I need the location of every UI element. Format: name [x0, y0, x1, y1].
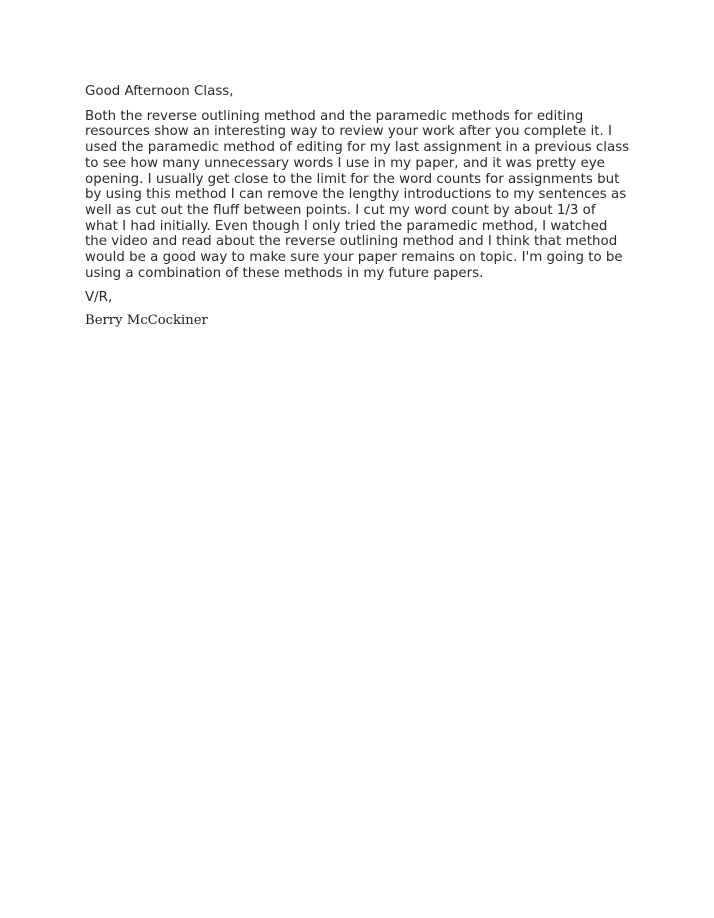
body-line: using a combination of these methods in my future papers. [85, 265, 484, 281]
closing: V/R, [85, 290, 113, 306]
body-line: by using this method I can remove the lengthy introductions to my sentences as [85, 187, 627, 203]
body-line: well as cut out the fluff between points. I cut my word count by about 1/3 of [85, 202, 596, 218]
body-line: to see how many unnecessary words I use in my paper, and it was pretty eye [85, 155, 605, 171]
body-line: opening. I usually get close to the limit for the word counts for assignments but [85, 171, 620, 187]
greeting: Good Afternoon Class, [85, 84, 234, 99]
body-line: resources show an interesting way to review your work after you complete it. I [85, 124, 612, 140]
letter [85, 84, 645, 329]
body-line: the video and read about the reverse outlining method and I think that method [85, 234, 618, 250]
body-line: Both the reverse outlining method and the paramedic methods for editing [85, 108, 584, 124]
body-line: used the paramedic method of editing for my last assignment in a previous class [85, 140, 630, 156]
signature: Berry McCockiner [85, 313, 208, 329]
body-paragraph [85, 109, 645, 282]
body-line: what I had initially. Even though I only tried the paramedic method, I watched [85, 218, 608, 234]
body-line: would be a good way to make sure your paper remains on topic. I'm going to be [85, 250, 623, 266]
